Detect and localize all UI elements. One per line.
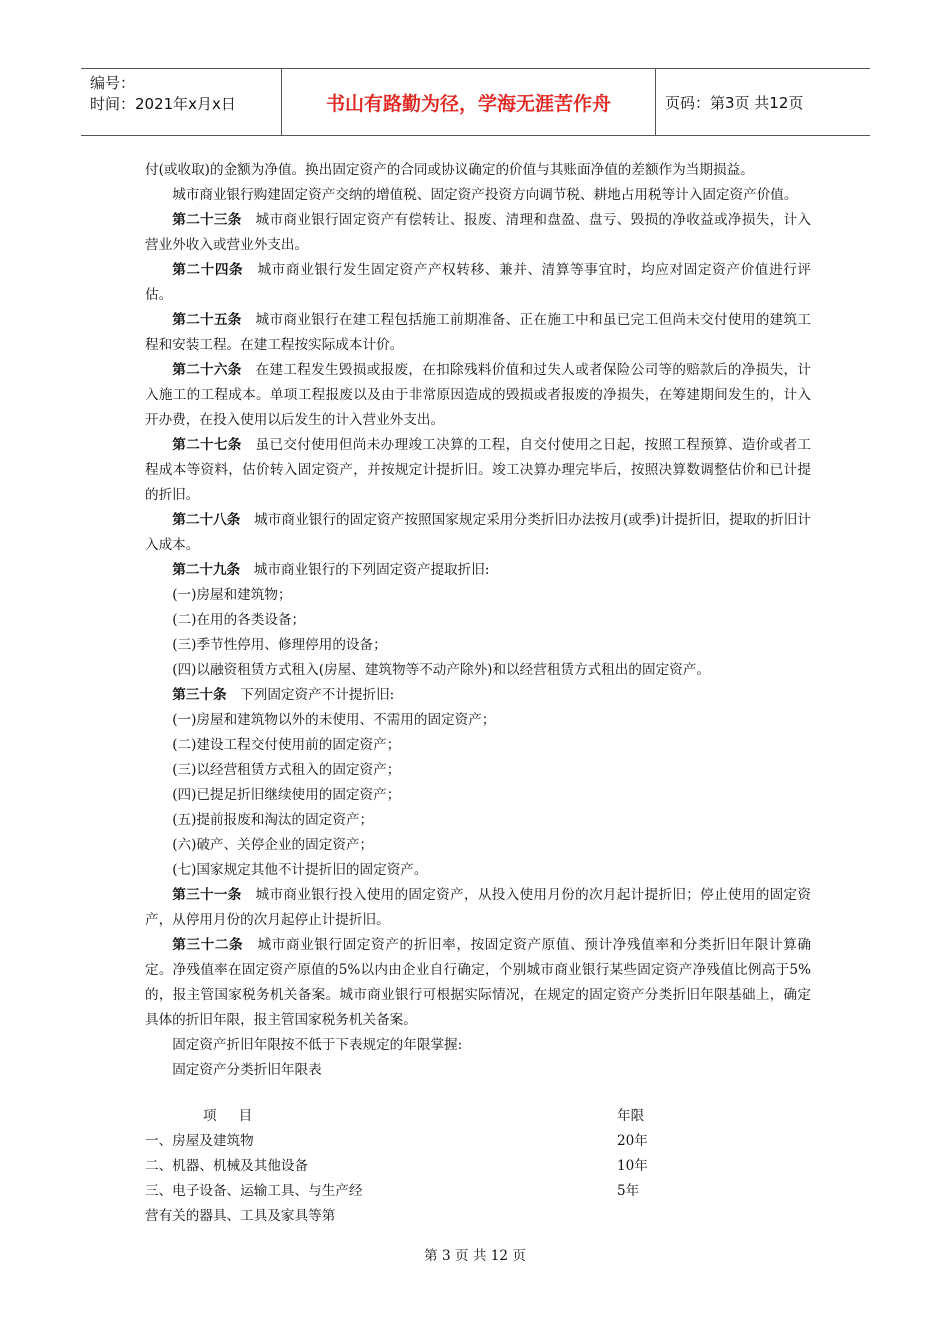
table-row xyxy=(145,1204,705,1229)
table-header-item-b: 目 xyxy=(238,1108,253,1124)
table-cell-years: 5年 xyxy=(617,1183,640,1199)
article-31 xyxy=(145,883,811,933)
table-header-item xyxy=(203,1104,252,1129)
table-row xyxy=(145,1179,705,1204)
article-number: 第三十二条 xyxy=(172,937,244,953)
paragraph-text: 城市商业银行购建固定资产交纳的增值税、固定资产投资方向调节税、耕地占用税等计入固定资产价值。 xyxy=(172,187,798,203)
paragraph-text: 城市商业银行固定资产有偿转让、报废、清理和盘盈、盘亏、毁损的净收益或净损失，计入营业外收入或营业外支出。 xyxy=(145,212,811,253)
table-header-years: 年限 xyxy=(617,1108,645,1124)
list-item: (二)在用的各类设备； xyxy=(172,612,306,628)
paragraph-text: 城市商业银行投入使用的固定资产，从投入使用月份的次月起计提折旧；停止使用的固定资产，从停用月份的次月起停止计提折旧。 xyxy=(145,887,811,928)
paragraph-text: 付(或收取)的金额为净值。换出固定资产的合同或协议确定的价值与其账面净值的差额作为当期损益。 xyxy=(145,162,754,178)
paragraph-text: 城市商业银行的固定资产按照国家规定采用分类折旧办法按月(或季)计提折旧，提取的折旧计入成本。 xyxy=(145,512,811,553)
table-row xyxy=(145,1129,705,1154)
article-number: 第二十六条 xyxy=(172,362,242,378)
list-item: (一)房屋和建筑物以外的未使用、不需用的固定资产； xyxy=(172,712,496,728)
depreciation-table xyxy=(145,1104,705,1229)
table-caption: 固定资产分类折旧年限表 xyxy=(172,1062,322,1078)
paragraph-text: 下列固定资产不计提折旧: xyxy=(240,687,395,703)
article-23 xyxy=(145,208,811,258)
article-30 xyxy=(145,683,811,708)
paragraph-text: 城市商业银行固定资产的折旧率，按固定资产原值、预计净残值率和分类折旧年限计算确定。净残值率在固定资产原值的5%以内由企业自行确定，个别城市商业银行某些固定资产净残值比例高于5%的，报主管国家税务机关备案。城市商业银行可根据实际情况，在规定的固定资产分类折旧年限基础上，确定具体的折旧年限，报主管国家税务机关备案。 xyxy=(145,937,812,1028)
document-date-label: 时间：2021年x月x日 xyxy=(90,95,236,113)
list-item: (六)破产、关停企业的固定资产； xyxy=(172,837,374,853)
table-header-item-a: 项 xyxy=(203,1108,217,1124)
article-28 xyxy=(145,508,811,558)
article-number: 第二十八条 xyxy=(172,512,241,528)
table-cell-item: 三、电子设备、运输工具、与生产经 xyxy=(145,1183,363,1199)
article-24 xyxy=(145,258,811,308)
document-number-label: 编号： xyxy=(90,74,136,92)
header-page-label: 页码：第3页 共12页 xyxy=(665,93,804,112)
list-item: (七)国家规定其他不计提折旧的固定资产。 xyxy=(172,862,428,878)
article-number: 第二十三条 xyxy=(172,212,242,228)
list-item: (四)已提足折旧继续使用的固定资产； xyxy=(172,787,401,803)
list-item: (五)提前报废和淘汰的固定资产； xyxy=(172,812,374,828)
list-item: (三)以经营租赁方式租入的固定资产； xyxy=(172,762,401,778)
table-cell-years: 10年 xyxy=(617,1158,648,1174)
paragraph-text: 城市商业银行的下列固定资产提取折旧: xyxy=(253,562,490,578)
table-cell-item: 营有关的器具、工具及家具等第 xyxy=(145,1208,336,1224)
article-number: 第二十五条 xyxy=(172,312,242,328)
list-item: (三)季节性停用、修理停用的设备； xyxy=(172,637,387,653)
article-29 xyxy=(145,558,811,583)
header-motto: 书山有路勤为径，学海无涯苦作舟 xyxy=(282,69,656,135)
article-number: 第二十七条 xyxy=(172,437,242,453)
paragraph xyxy=(145,158,811,183)
header-meta-cell xyxy=(81,69,282,135)
article-26 xyxy=(145,358,811,433)
article-27 xyxy=(145,433,811,508)
article-number: 第三十条 xyxy=(172,687,227,703)
list-item: (四)以融资租赁方式租入(房屋、建筑物等不动产除外)和以经营租赁方式租出的固定资产。 xyxy=(172,662,710,678)
paragraph xyxy=(145,183,811,208)
article-number: 第三十一条 xyxy=(172,887,242,903)
table-header-row xyxy=(145,1104,705,1129)
paragraph-text: 在建工程发生毁损或报废，在扣除残料价值和过失人或者保险公司等的赔款后的净损失，计入施工的工程成本。单项工程报废以及由于非常原因造成的毁损或者报废的净损失，在筹建期间发生的，计入开办费，在投入使用以后发生的计入营业外支出。 xyxy=(145,362,811,428)
header-table xyxy=(81,68,870,136)
document-body xyxy=(145,158,811,1083)
table-cell-years: 20年 xyxy=(617,1133,648,1149)
table-row xyxy=(145,1154,705,1179)
paragraph-text: 城市商业银行在建工程包括施工前期准备、正在施工中和虽已完工但尚未交付使用的建筑工程和安装工程。在建工程按实际成本计价。 xyxy=(145,312,811,353)
paragraph: 固定资产折旧年限按不低于下表规定的年限掌握: xyxy=(172,1037,463,1053)
page-footer: 第 3 页 共 12 页 xyxy=(424,1248,526,1264)
article-number: 第二十九条 xyxy=(172,562,241,578)
table-cell-item: 一、房屋及建筑物 xyxy=(145,1133,254,1149)
table-cell-item: 二、机器、机械及其他设备 xyxy=(145,1158,309,1174)
list-item: (二)建设工程交付使用前的固定资产； xyxy=(172,737,401,753)
list-item: (一)房屋和建筑物； xyxy=(172,587,292,603)
article-number: 第二十四条 xyxy=(172,262,244,278)
paragraph-text: 虽已交付使用但尚未办理竣工决算的工程，自交付使用之日起，按照工程预算、造价或者工程成本等资料，估价转入固定资产，并按规定计提折旧。竣工决算办理完毕后，按照决算数调整估价和已计提的折旧。 xyxy=(145,437,811,503)
article-32 xyxy=(145,933,811,1033)
article-25 xyxy=(145,308,811,358)
paragraph-text: 城市商业银行发生固定资产产权转移、兼并、清算等事宜时，均应对固定资产价值进行评估。 xyxy=(145,262,812,303)
